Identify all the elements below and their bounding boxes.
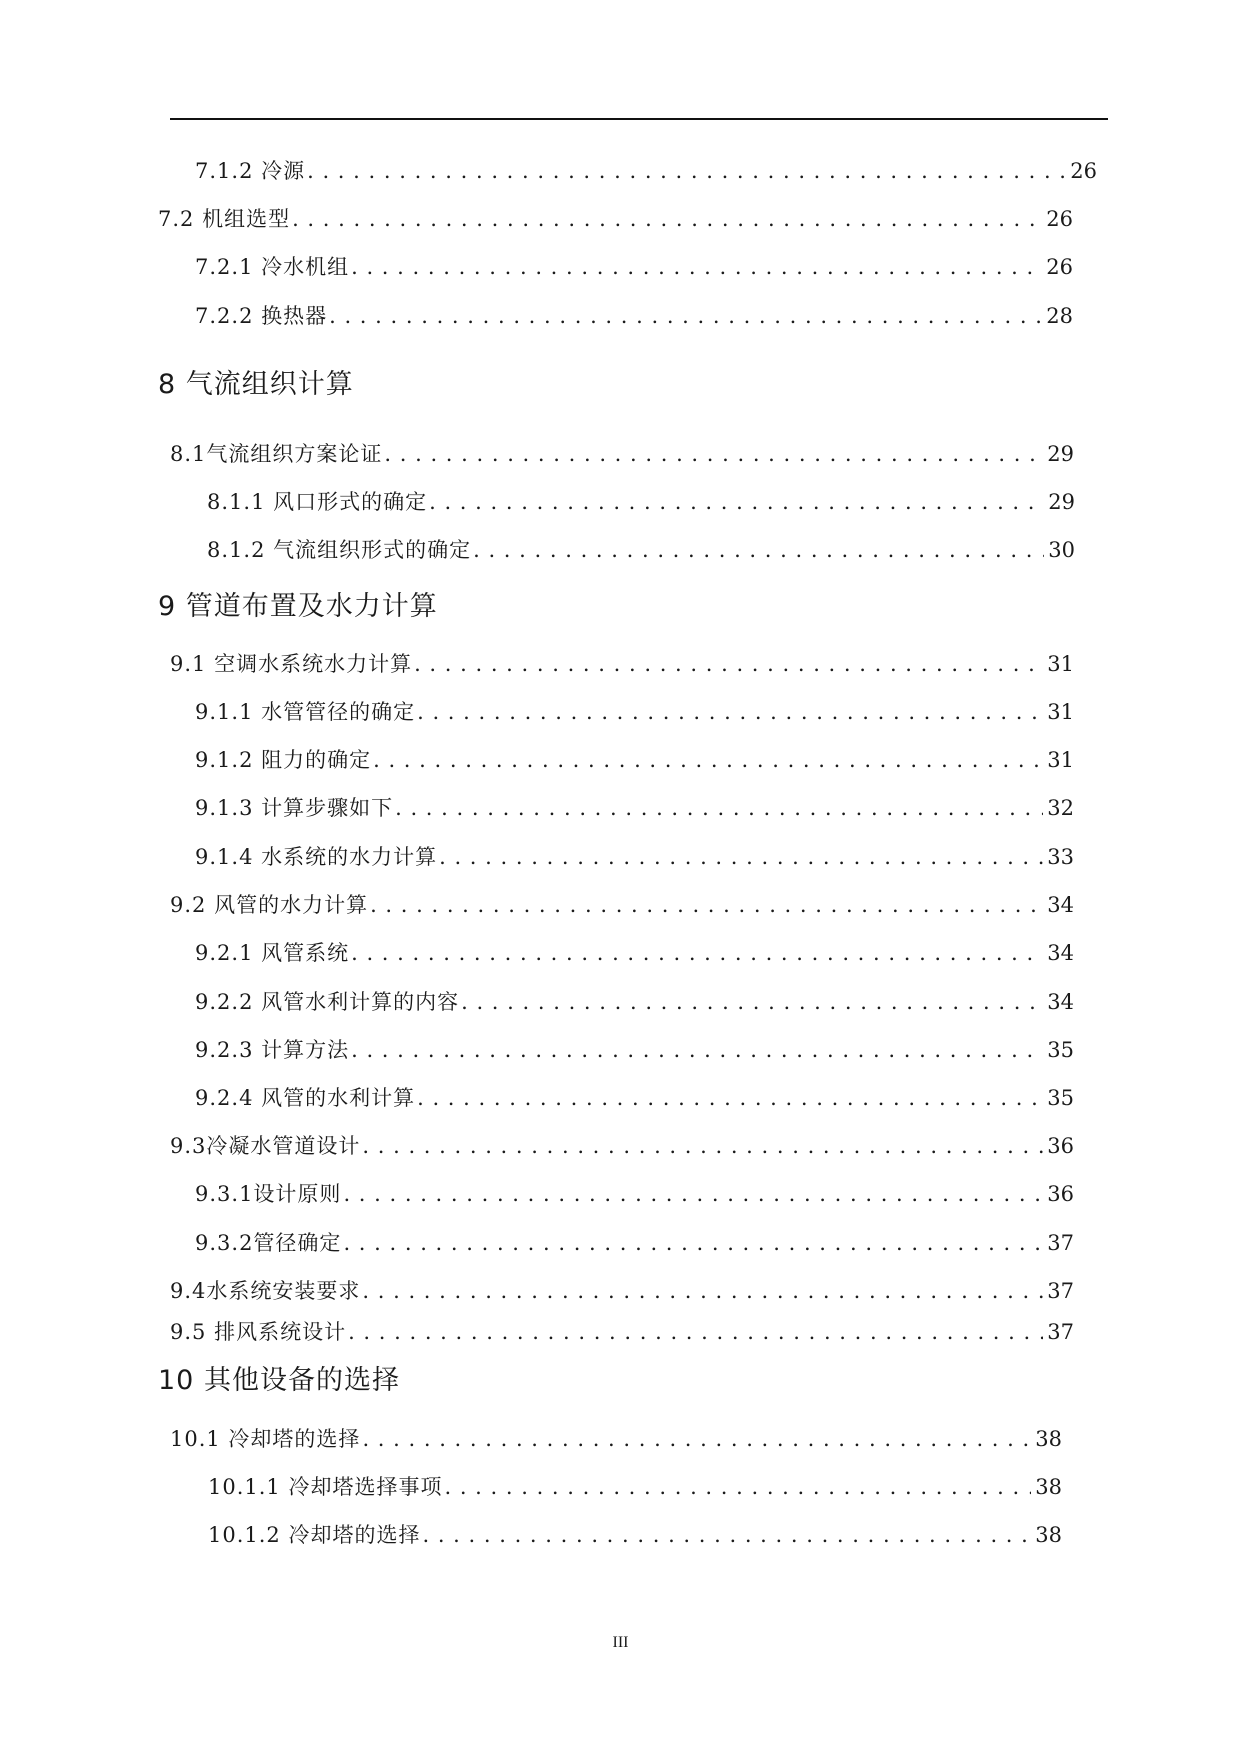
toc-entry-9-1-1[interactable] (195, 698, 1074, 726)
toc-entry-label: 9.2.3 计算方法 (195, 1038, 350, 1062)
toc-entry-page: 38 (1035, 1475, 1062, 1499)
toc-entry-page: 30 (1048, 538, 1075, 562)
toc-entry-7-2-1[interactable] (195, 253, 1073, 281)
toc-entry-page: 34 (1047, 893, 1074, 917)
toc-entry-label: 9.4水系统安装要求 (170, 1279, 361, 1303)
toc-entry-9-2-3[interactable] (195, 1036, 1074, 1064)
toc-entry-9-5[interactable] (170, 1318, 1074, 1346)
toc-entry-9-2[interactable] (170, 891, 1074, 919)
toc-entry-label: 7.2.2 换热器 (195, 304, 328, 328)
toc-entry-7-2-2[interactable] (195, 302, 1073, 330)
toc-entry-9-3-2[interactable] (195, 1229, 1074, 1257)
chapter-heading-8[interactable]: 8 气流组织计算 (158, 369, 354, 400)
toc-entry-9-2-2[interactable] (195, 988, 1074, 1016)
toc-entry-page: 33 (1047, 845, 1074, 869)
toc-entry-page: 35 (1047, 1086, 1074, 1110)
dot-leader (370, 891, 1043, 919)
toc-entry-7-1-2[interactable] (195, 157, 1097, 185)
toc-entry-page: 36 (1047, 1134, 1074, 1158)
toc-entry-label: 7.2 机组选型 (158, 207, 291, 231)
toc-entry-label: 10.1.2 冷却塔的选择 (208, 1523, 421, 1547)
toc-entry-label: 9.5 排风系统设计 (170, 1320, 347, 1344)
toc-entry-page: 31 (1047, 748, 1074, 772)
dot-leader (429, 488, 1044, 516)
dot-leader (439, 843, 1043, 871)
dot-leader (351, 1036, 1043, 1064)
toc-entry-9-1-4[interactable] (195, 843, 1074, 871)
toc-entry-page: 35 (1047, 1038, 1074, 1062)
dot-leader (307, 157, 1066, 185)
toc-entry-label: 9.2.4 风管的水利计算 (195, 1086, 416, 1110)
toc-entry-label: 9.1.3 计算步骤如下 (195, 796, 394, 820)
toc-entry-label: 8.1.2 气流组织形式的确定 (207, 538, 472, 562)
dot-leader (343, 1180, 1043, 1208)
toc-entry-page: 26 (1046, 255, 1073, 279)
chapter-heading-9[interactable]: 9 管道布置及水力计算 (158, 591, 438, 622)
toc-entry-10-1-2[interactable] (208, 1521, 1062, 1549)
toc-entry-8-1-1[interactable] (207, 488, 1075, 516)
dot-leader (373, 746, 1043, 774)
toc-entry-page: 31 (1047, 700, 1074, 724)
toc-entry-label: 9.2.2 风管水利计算的内容 (195, 990, 460, 1014)
toc-entry-label: 9.2.1 风管系统 (195, 941, 350, 965)
dot-leader (362, 1425, 1031, 1453)
toc-entry-label: 8.1.1 风口形式的确定 (207, 490, 428, 514)
toc-entry-page: 38 (1035, 1427, 1062, 1451)
toc-entry-page: 38 (1035, 1523, 1062, 1547)
dot-leader (417, 1084, 1043, 1112)
dot-leader (384, 440, 1043, 468)
toc-entry-label: 10.1.1 冷却塔选择事项 (208, 1475, 443, 1499)
dot-leader (473, 536, 1044, 564)
toc-entry-label: 9.1.1 水管管径的确定 (195, 700, 416, 724)
toc-entry-page: 32 (1047, 796, 1074, 820)
toc-entry-label: 9.3.1设计原则 (195, 1182, 342, 1206)
dot-leader (422, 1521, 1031, 1549)
toc-entry-label: 9.2 风管的水力计算 (170, 893, 369, 917)
toc-entry-9-3[interactable] (170, 1132, 1074, 1160)
dot-leader (444, 1473, 1031, 1501)
toc-entry-page: 29 (1047, 442, 1074, 466)
toc-entry-10-1[interactable] (170, 1425, 1062, 1453)
dot-leader (417, 698, 1043, 726)
toc-entry-8-1-2[interactable] (207, 536, 1075, 564)
toc-entry-9-1-2[interactable] (195, 746, 1074, 774)
toc-entry-10-1-1[interactable] (208, 1473, 1062, 1501)
dot-leader (343, 1229, 1043, 1257)
toc-entry-page: 37 (1047, 1320, 1074, 1344)
toc-entry-page: 29 (1048, 490, 1075, 514)
toc-entry-page: 34 (1047, 990, 1074, 1014)
toc-entry-9-4[interactable] (170, 1277, 1074, 1305)
toc-entry-label: 9.1.2 阻力的确定 (195, 748, 372, 772)
toc-entry-page: 37 (1047, 1231, 1074, 1255)
chapter-heading-10[interactable]: 10 其他设备的选择 (158, 1365, 400, 1396)
toc-entry-page: 37 (1047, 1279, 1074, 1303)
toc-entry-page: 26 (1070, 159, 1097, 183)
dot-leader (362, 1132, 1043, 1160)
toc-entry-label: 7.1.2 冷源 (195, 159, 306, 183)
dot-leader (351, 939, 1043, 967)
toc-entry-page: 31 (1047, 652, 1074, 676)
toc-entry-9-2-1[interactable] (195, 939, 1074, 967)
toc-entry-9-2-4[interactable] (195, 1084, 1074, 1112)
toc-entry-label: 7.2.1 冷水机组 (195, 255, 350, 279)
toc-entry-page: 34 (1047, 941, 1074, 965)
toc-entry-9-1[interactable] (170, 650, 1074, 678)
dot-leader (362, 1277, 1043, 1305)
header-rule (170, 118, 1108, 120)
toc-entry-label: 9.3冷凝水管道设计 (170, 1134, 361, 1158)
toc-entry-page: 36 (1047, 1182, 1074, 1206)
toc-entry-label: 9.1.4 水系统的水力计算 (195, 845, 438, 869)
dot-leader (461, 988, 1043, 1016)
dot-leader (329, 302, 1042, 330)
toc-entry-label: 9.1 空调水系统水力计算 (170, 652, 413, 676)
toc-entry-label: 10.1 冷却塔的选择 (170, 1427, 361, 1451)
dot-leader (292, 205, 1042, 233)
toc-entry-8-1[interactable] (170, 440, 1074, 468)
toc-entry-9-1-3[interactable] (195, 794, 1074, 822)
toc-entry-7-2[interactable] (158, 205, 1073, 233)
dot-leader (348, 1318, 1043, 1346)
toc-entry-page: 28 (1046, 304, 1073, 328)
dot-leader (351, 253, 1042, 281)
dot-leader (414, 650, 1043, 678)
toc-entry-9-3-1[interactable] (195, 1180, 1074, 1208)
toc-entry-label: 8.1气流组织方案论证 (170, 442, 383, 466)
toc-entry-label: 9.3.2管径确定 (195, 1231, 342, 1255)
page-number: III (612, 1634, 629, 1651)
dot-leader (395, 794, 1043, 822)
toc-entry-page: 26 (1046, 207, 1073, 231)
